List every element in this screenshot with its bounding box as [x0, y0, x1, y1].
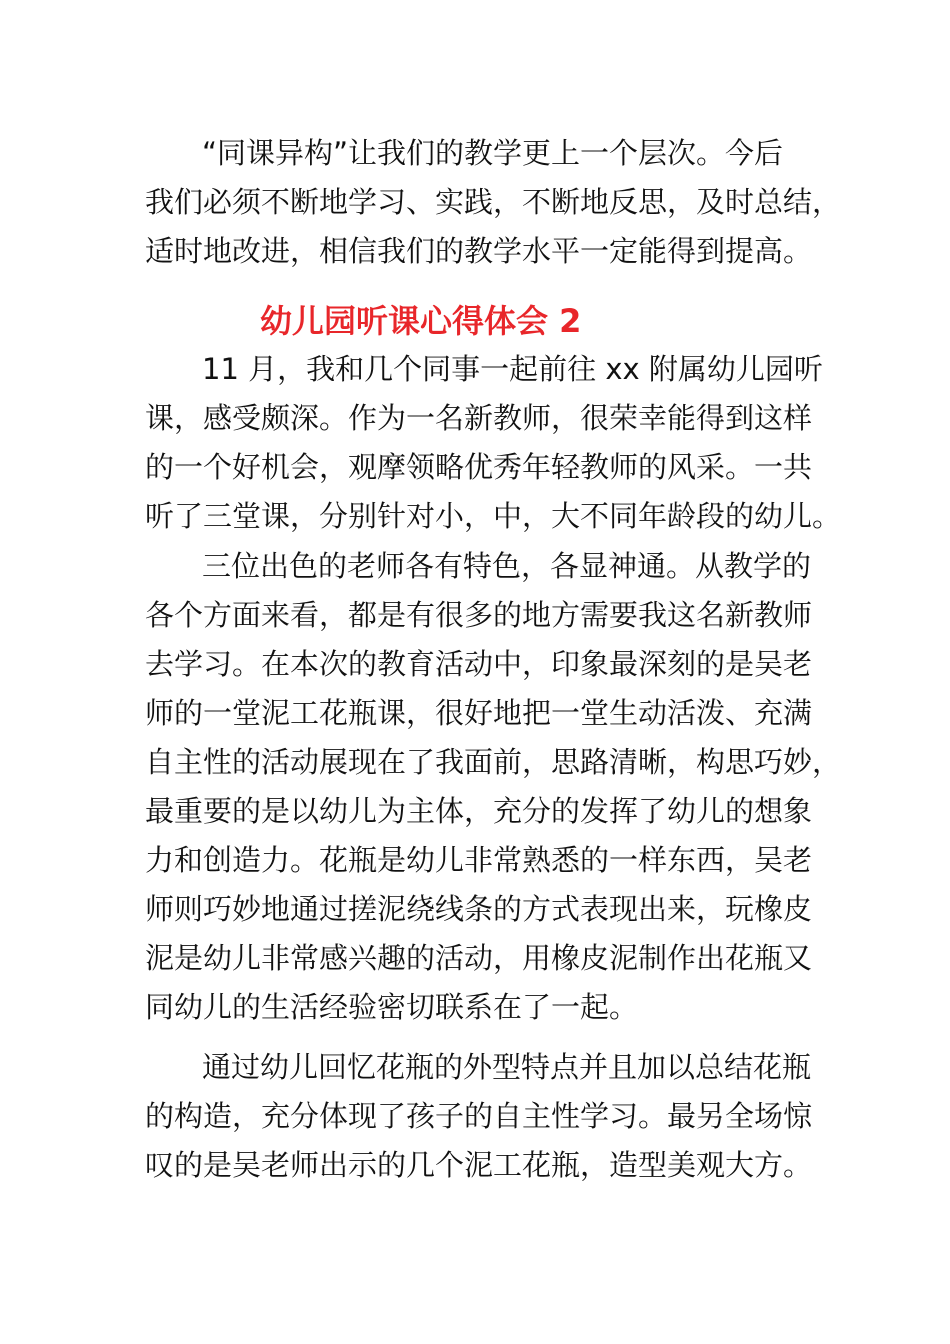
paragraph-line: 最重要的是以幼儿为主体，充分的发挥了幼儿的想象	[145, 794, 813, 828]
paragraph-line: 我们必须不断地学习、实践，不断地反思，及时总结，	[145, 185, 842, 219]
paragraph-line: “同课异构”让我们的教学更上一个层次。今后	[202, 136, 784, 170]
section-title: 幼儿园听课心得体会 2	[260, 302, 582, 340]
paragraph-line: 师则巧妙地通过搓泥绕线条的方式表现出来，玩橡皮	[145, 892, 813, 926]
paragraph-line: 师的一堂泥工花瓶课，很好地把一堂生动活泼、充满	[145, 696, 813, 730]
paragraph-line: 各个方面来看，都是有很多的地方需要我这名新教师	[145, 598, 813, 632]
paragraph-line: 课，感受颇深。作为一名新教师，很荣幸能得到这样	[145, 401, 813, 435]
paragraph-line: 适时地改进，相信我们的教学水平一定能得到提高。	[145, 234, 813, 268]
paragraph-line: 听了三堂课，分别针对小，中，大不同年龄段的幼儿。	[145, 499, 842, 533]
paragraph-line: 三位出色的老师各有特色，各显神通。从教学的	[202, 549, 812, 583]
paragraph-line: 11 月，我和几个同事一起前往 xx 附属幼儿园听	[202, 352, 823, 386]
paragraph-line: 自主性的活动展现在了我面前，思路清晰，构思巧妙，	[145, 745, 842, 779]
paragraph-line: 力和创造力。花瓶是幼儿非常熟悉的一样东西，吴老	[145, 843, 813, 877]
paragraph-line: 同幼儿的生活经验密切联系在了一起。	[145, 990, 639, 1024]
paragraph-line: 通过幼儿回忆花瓶的外型特点并且加以总结花瓶	[202, 1050, 812, 1084]
paragraph-line: 的构造，充分体现了孩子的自主性学习。最另全场惊	[145, 1099, 813, 1133]
paragraph-line: 泥是幼儿非常感兴趣的活动，用橡皮泥制作出花瓶又	[145, 941, 813, 975]
paragraph-line: 叹的是吴老师出示的几个泥工花瓶，造型美观大方。	[145, 1148, 813, 1182]
paragraph-line: 的一个好机会，观摩领略优秀年轻教师的风采。一共	[145, 450, 813, 484]
paragraph-line: 去学习。在本次的教育活动中，印象最深刻的是吴老	[145, 647, 813, 681]
